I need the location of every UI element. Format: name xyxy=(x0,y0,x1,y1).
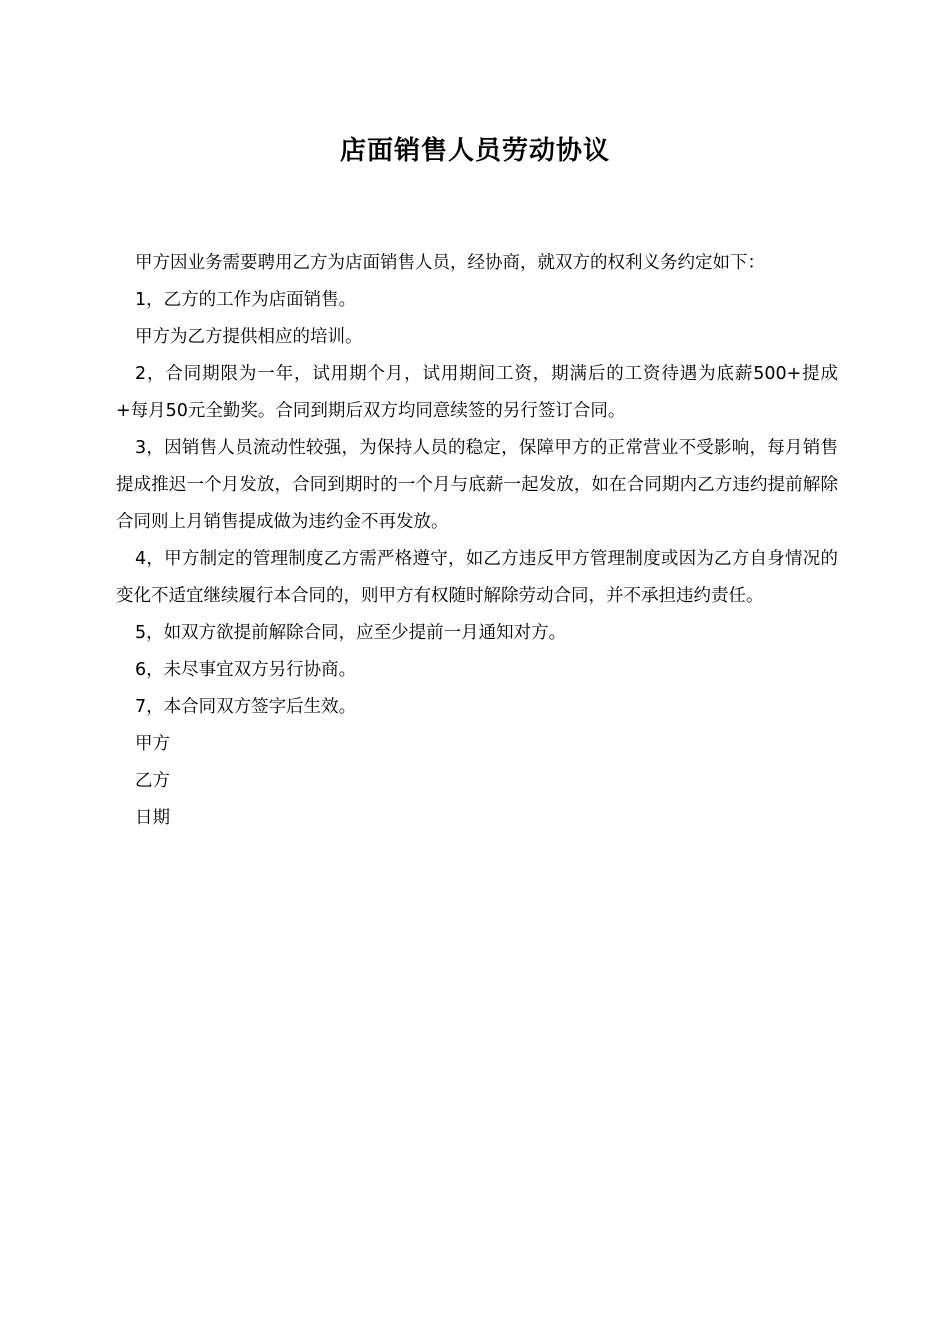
clause-7: 7，本合同双方签字后生效。 xyxy=(135,697,357,717)
document-title: 店面销售人员劳动协议 xyxy=(339,136,610,166)
intro-paragraph: 甲方因业务需要聘用乙方为店面销售人员，经协商，就双方的权利义务约定如下： xyxy=(135,253,765,273)
clause-1-training: 甲方为乙方提供相应的培训。 xyxy=(135,327,363,347)
signature-date: 日期 xyxy=(135,808,170,828)
clause-1: 1，乙方的工作为店面销售。 xyxy=(135,290,357,310)
clause-6: 6，未尽事宜双方另行协商。 xyxy=(135,660,357,680)
clause-5: 5，如双方欲提前解除合同，应至少提前一月通知对方。 xyxy=(135,623,567,643)
document-body xyxy=(116,245,838,837)
clause-3: 3，因销售人员流动性较强，为保持人员的稳定，保障甲方的正常营业不受影响，每月销售提成推迟一个月发放，合同到期时的一个月与底薪一起发放，如在合同期内乙方违约提前解除合同则上月销售提成做为违约金不再发放。 xyxy=(116,438,838,532)
clause-4: 4，甲方制定的管理制度乙方需严格遵守，如乙方违反甲方管理制度或因为乙方自身情况的变化不适宜继续履行本合同的，则甲方有权随时解除劳动合同，并不承担违约责任。 xyxy=(116,549,838,606)
signature-party-b: 乙方 xyxy=(135,771,170,791)
signature-party-a: 甲方 xyxy=(135,734,170,754)
clause-2: 2，合同期限为一年，试用期个月，试用期间工资，期满后的工资待遇为底薪500+提成+每月50元全勤奖。合同到期后双方均同意续签的另行签订合同。 xyxy=(116,364,838,421)
